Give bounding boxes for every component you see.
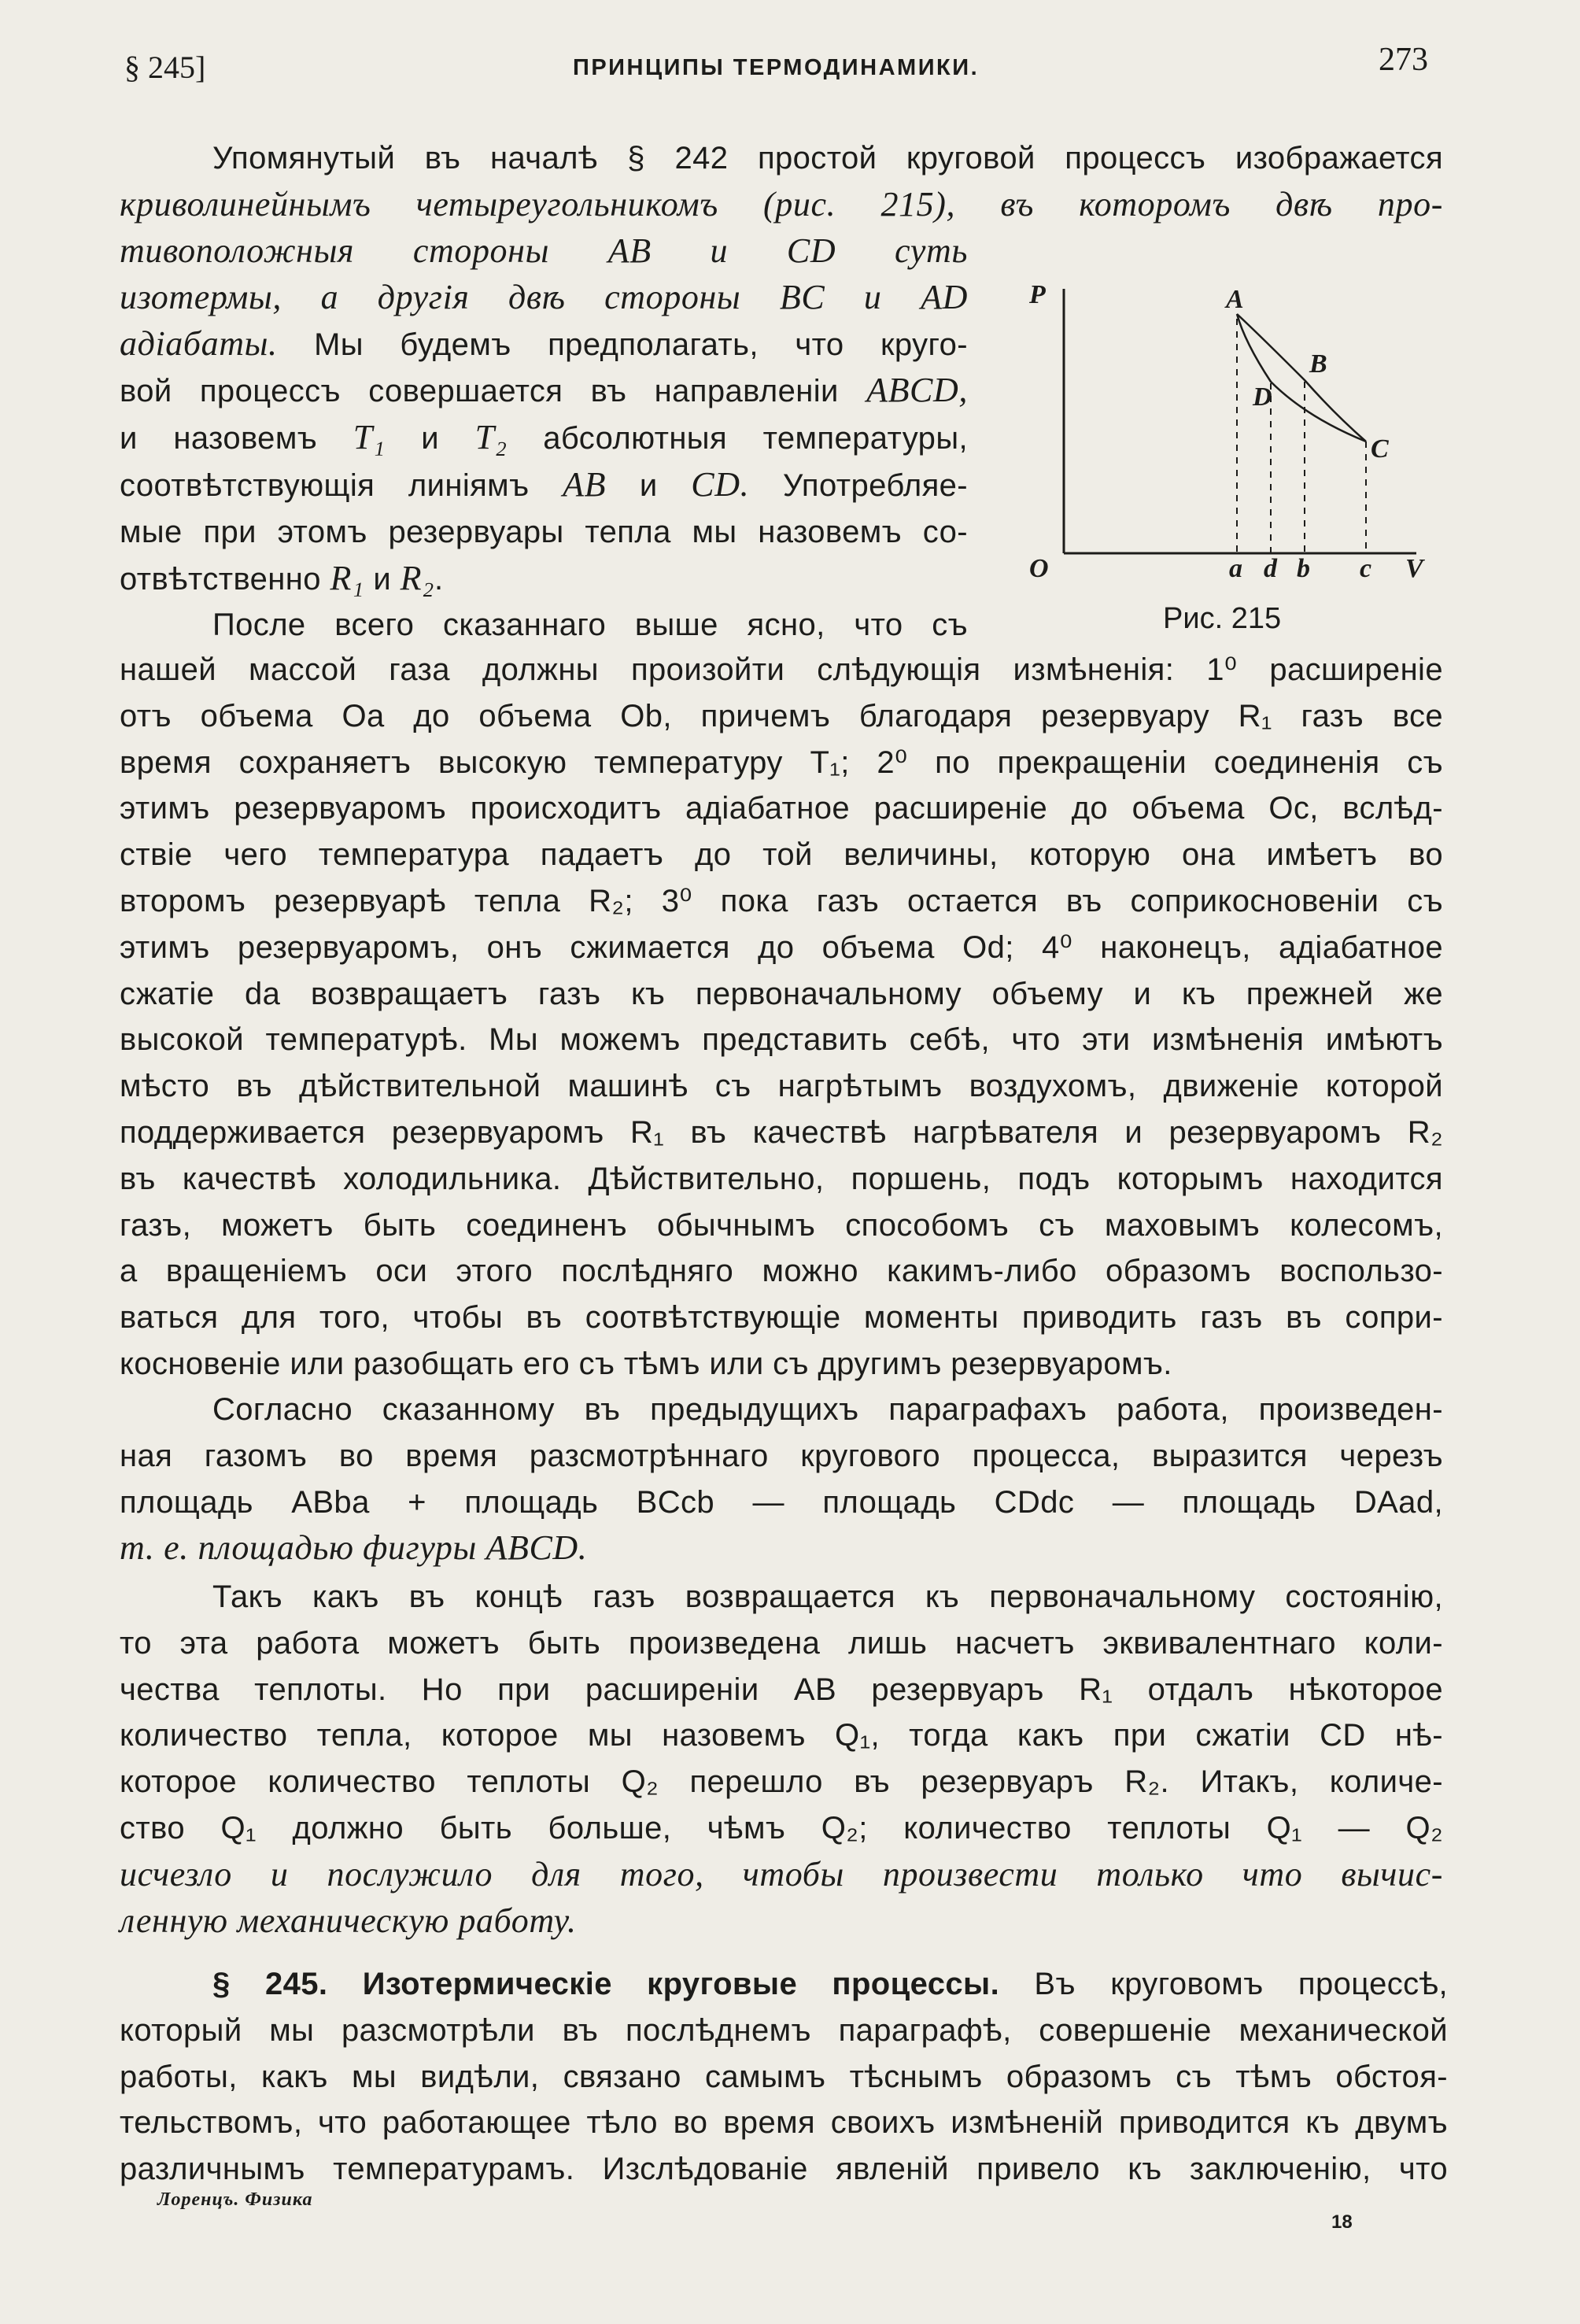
label-a: a	[1229, 554, 1242, 583]
isotherm-ab-and-adiabat-bc	[1237, 314, 1366, 442]
label-point-c: C	[1371, 434, 1389, 464]
paragraph-2: нашей массой газа должны произойти слѣдующія измѣненія: 1⁰ расширеніе отъ объема Oa до объема Ob, причемъ благодаря резервуару R₁ газъ все время сохраняетъ высокую температуру T₁; 2⁰ по прекращеніи соединенія съ этимъ резервуаромъ происходитъ адіабатное расширеніе до объема Oc, вслѣд- ствіе чего температура падаетъ до той величины, которую она имѣетъ во второмъ резервуарѣ тепла R₂; 3⁰ пока газъ остается въ соприкосновеніи съ этимъ резервуаромъ, онъ сжимается до объема Od; 4⁰ наконецъ, адіабатное сжатіе da возвращаетъ газъ къ первоначальному объему и къ прежней же высокой температурѣ. Мы можемъ представить себѣ, что эти измѣненія имѣютъ мѣсто въ дѣйствительной машинѣ съ нагрѣтымъ воздухомъ, движеніе которой поддерживается резервуаромъ R₁ въ качествѣ нагрѣвателя и резервуаромъ R₂ въ качествѣ холодильника. Дѣйствительно, поршень, подъ которымъ находится газъ, можетъ быть соединенъ обычнымъ способомъ съ маховымъ колесомъ, а вращеніемъ оси этого послѣдняго можно какимъ-либо образомъ воспользо- ваться для того, чтобы въ соотвѣтствующіе моменты приводить газъ въ сопри- косновеніе или разобщать его съ тѣмъ или съ другимъ резервуаромъ.	[120, 652, 1443, 1381]
paragraph-3: Согласно сказанному въ предыдущихъ параграфахъ работа, произведен- ная газомъ во время разсмотрѣннаго кругового процесса, выразится черезъ площадь ABba + площадь BCcb — площадь CDdc — площадь DAad, т. е. площадью фигуры ABCD.	[120, 1392, 1443, 1568]
label-p: P	[1029, 280, 1046, 309]
label-point-d: D	[1253, 382, 1272, 412]
section-heading: § 245. Изотермическіе круговые процессы.	[212, 1967, 1000, 2001]
label-d: d	[1264, 554, 1277, 583]
footer-sheet-number: 18	[1331, 2211, 1353, 2233]
figure-caption: Рис. 215	[1163, 602, 1282, 635]
section-245: § 245. Изотермическіе круговые процессы. Въ круговомъ процессѣ, который мы разсмотрѣли въ послѣднемъ параграфѣ, совершеніе механической работы, какъ мы видѣли, связано самымъ тѣснымъ образомъ съ тѣмъ обстоя- тельствомъ, что работающее тѣло во время своихъ измѣненій приводится къ двумъ различнымъ температурамъ. Изслѣдованіе явленій привело къ заключенію, что	[120, 1967, 1449, 2187]
label-c: c	[1360, 554, 1372, 583]
page-number: 273	[1379, 42, 1428, 78]
label-point-b: B	[1309, 349, 1327, 379]
paragraph-1-wrapped: тивоположныя стороны AB и CD суть изотермы, а другія двѣ стороны BC и AD адіабаты. Мы будемъ предполагать, что круго- вой процессъ совершается въ направленіи ABCD, и назовемъ T₁ и T₂ абсолютныя температуры, соотвѣтствующія линіямъ AB и CD. Употребляе- мые при этомъ резервуары тепла мы назовемъ со- отвѣтственно R₁ и R₂. После всего сказаннаго выше ясно, что съ	[120, 231, 968, 643]
label-origin: O	[1029, 554, 1049, 583]
paragraph-1: криволинейнымъ четыреугольникомъ (рис. 215), въ которомъ двѣ про-	[120, 185, 1443, 224]
label-b: b	[1297, 554, 1310, 583]
running-head-section: § 245]	[124, 50, 206, 85]
paragraph-4: Такъ какъ въ концѣ газъ возвращается къ первоначальному состоянію, то эта работа можетъ быть произведена лишь насчетъ эквивалентнаго коли- чества теплоты. Но при расширеніи AB резервуаръ R₁ отдалъ нѣкоторое количество тепла, которое мы назовемъ Q₁, тогда какъ при сжатіи CD нѣ- которое количество теплоты Q₂ перешло въ резервуаръ R₂. Итакъ, количе- ство Q₁ должно быть больше, чѣмъ Q₂; количество теплоты Q₁ — Q₂ исчезло и послужило для того, чтобы произвести только что вычис- ленную механическую работу.	[120, 1580, 1443, 1940]
running-head-title: ПРИНЦИПЫ ТЕРМОДИНАМИКИ.	[573, 55, 980, 80]
label-v: V	[1405, 554, 1423, 583]
footer-signature: Лоренцъ. Физика	[157, 2189, 313, 2210]
figure-215-pv-diagram	[1023, 279, 1448, 626]
label-point-a: A	[1226, 285, 1244, 314]
paragraph-1-first-line: Упомянутый въ началѣ § 242 простой круговой процессъ изображается	[212, 141, 1443, 176]
